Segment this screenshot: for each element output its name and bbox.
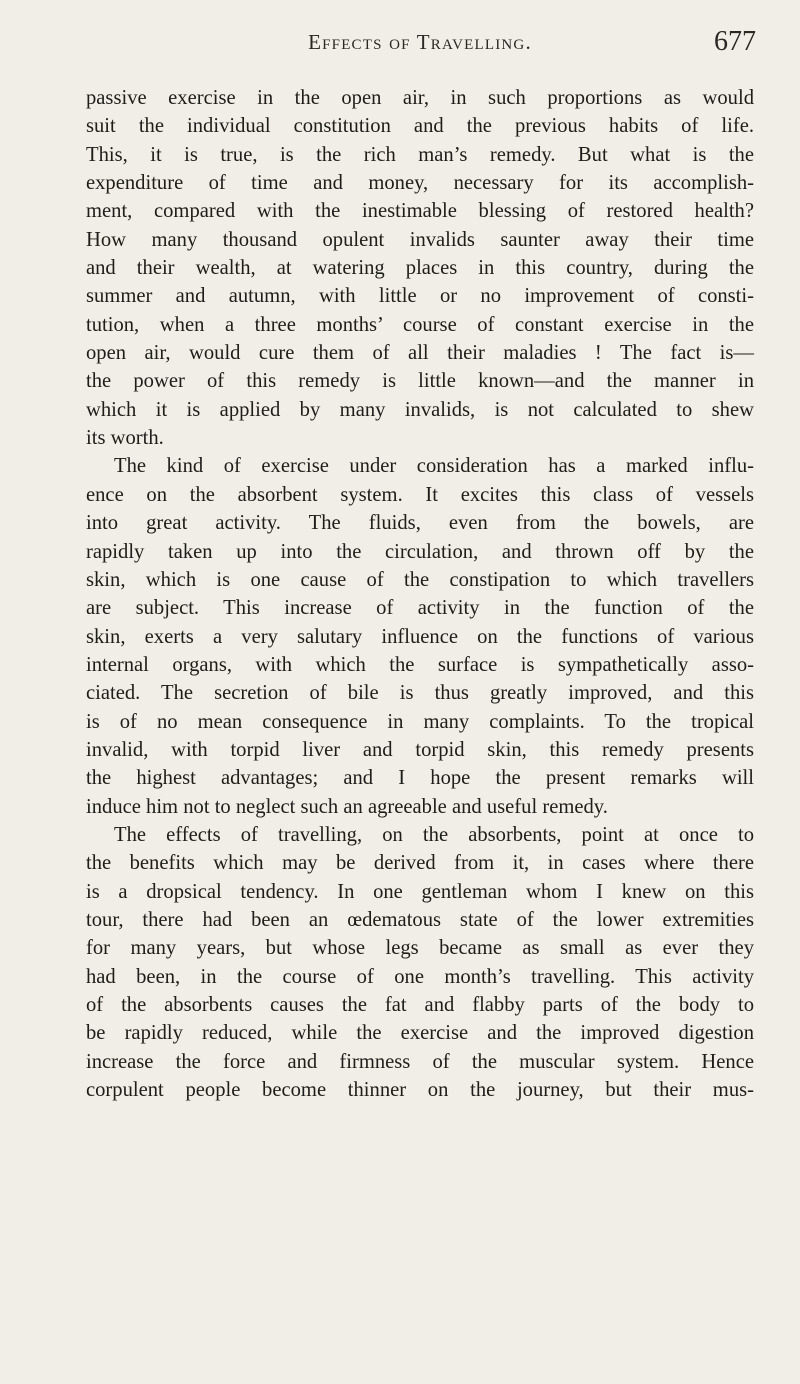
text-line: its worth. <box>86 427 164 450</box>
text-line: the highest advantages; and I hope the present remarks will <box>86 767 754 790</box>
text-line: suit the individual constitution and the previous habits of life. <box>86 115 754 138</box>
text-line: tution, when a three months’ course of constant exercise in the <box>86 313 754 336</box>
text-line: This, it is true, is the rich man’s remedy. But what is the <box>86 143 754 166</box>
text-line: had been, in the course of one month’s travelling. This activity <box>86 965 754 988</box>
text-line: into great activity. The fluids, even from the bowels, are <box>86 512 754 535</box>
text-line: induce him not to neglect such an agreeable and useful remedy. <box>86 795 608 818</box>
text-line: corpulent people become thinner on the journey, but their mus- <box>86 1079 754 1102</box>
running-title: Effects of Travelling. <box>308 30 532 54</box>
text-line: passive exercise in the open air, in such proportions as would <box>86 87 754 109</box>
text-line: is of no mean consequence in many complaints. To the tropical <box>86 710 754 733</box>
text-line: is a dropsical tendency. In one gentleman whom I knew on this <box>86 880 754 903</box>
text-line: skin, which is one cause of the constipation to which travellers <box>86 568 754 591</box>
text-line: ment, compared with the inestimable blessing of restored health? <box>86 200 754 223</box>
text-line: invalid, with torpid liver and torpid skin, this remedy presents <box>86 738 754 761</box>
text-line: tour, there had been an œdematous state of the lower extremities <box>86 908 754 931</box>
text-line: of the absorbents causes the fat and flabby parts of the body to <box>86 994 754 1016</box>
text-line: open air, would cure them of all their maladies ! The fact is— <box>86 342 754 365</box>
text-line: ence on the absorbent system. It excites this class of vessels <box>86 483 754 506</box>
text-line: skin, exerts a very salutary influence on the functions of various <box>86 625 754 648</box>
text-line: internal organs, with which the surface is sympathetically asso- <box>86 653 754 676</box>
text-line: summer and autumn, with little or no improvement of consti- <box>86 285 754 308</box>
running-head <box>86 28 754 62</box>
text-line: which it is applied by many invalids, is not calculated to shew <box>86 398 754 421</box>
text-line: rapidly taken up into the circulation, and thrown off by the <box>86 540 754 563</box>
text-line: and their wealth, at watering places in this country, during the <box>86 257 754 280</box>
text-line: ciated. The secretion of bile is thus greatly improved, and this <box>86 682 754 705</box>
page-number: 677 <box>714 26 756 57</box>
text-line: for many years, but whose legs became as small as ever they <box>86 937 754 960</box>
text-line: The effects of travelling, on the absorbents, point at once to <box>114 823 754 846</box>
text-line: expenditure of time and money, necessary for its accomplish- <box>86 172 754 195</box>
text-line: How many thousand opulent invalids saunter away their time <box>86 228 754 251</box>
text-line: be rapidly reduced, while the exercise and the improved digestion <box>86 1022 754 1045</box>
text-line: the power of this remedy is little known—and the manner in <box>86 370 754 393</box>
text-line: increase the force and firmness of the muscular system. Hence <box>86 1050 754 1073</box>
text-line: the benefits which may be derived from it, in cases where there <box>86 852 754 875</box>
text-line: are subject. This increase of activity in the function of the <box>86 597 754 620</box>
text-line: The kind of exercise under consideration has a marked influ- <box>114 455 754 478</box>
body-text <box>86 84 754 1104</box>
